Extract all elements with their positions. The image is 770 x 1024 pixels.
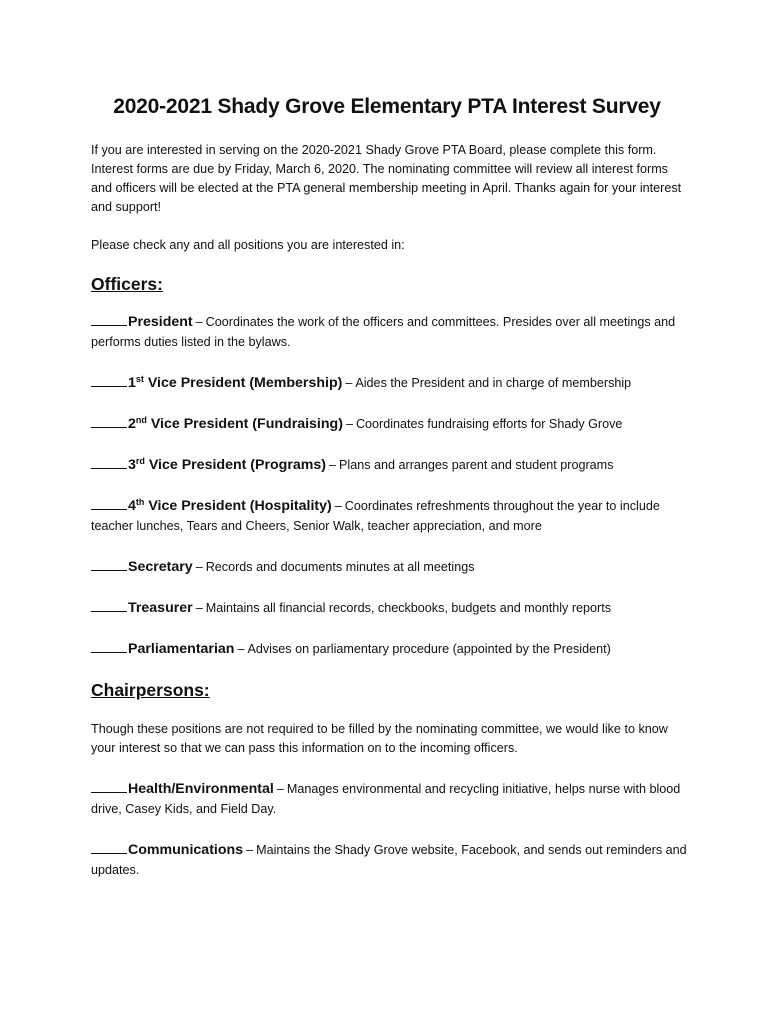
intro-paragraph: If you are interested in serving on the 2020-2021 Shady Grove PTA Board, please complete this form. Interest forms are due by Friday, March 6, 2020. The nominating committee will review all interest forms and officers will be elected at the PTA general membership meeting in April. Thanks again for your interest and support! (91, 143, 682, 214)
checkbox-blank-line[interactable] (91, 374, 127, 387)
separator-dash: – (328, 458, 336, 472)
chairpersons-note: Though these positions are not required to be filled by the nominating committee, we would like to know your interest so that we can pass this information on to the incoming officers. (91, 722, 668, 755)
position-title (128, 498, 332, 514)
position-title (128, 375, 342, 391)
ordinal-suffix: st (135, 374, 144, 384)
position-name: Health/Environmental (128, 781, 274, 797)
separator-dash: – (195, 560, 203, 574)
checkbox-blank-line[interactable] (91, 558, 127, 571)
separator-dash: – (345, 417, 353, 431)
position-description: Coordinates fundraising efforts for Shady Grove (355, 417, 623, 431)
position-description: Coordinates refreshments throughout the year to include teacher lunches, Tears and Cheers, Senior Walk, teacher appreciation, and more (91, 499, 660, 533)
checkbox-blank-line[interactable] (91, 456, 127, 469)
position-item-1st-vice-president-membership (91, 373, 691, 393)
survey-page (91, 95, 691, 901)
position-title (128, 559, 193, 575)
position-item-3rd-vice-president-programs (91, 455, 691, 475)
separator-dash: – (276, 782, 284, 796)
document-title: 2020-2021 Shady Grove Elementary PTA Interest Survey (113, 95, 661, 118)
position-item-president (91, 312, 691, 352)
position-description: Manages environmental and recycling initiative, helps nurse with blood drive, Casey Kids, and Field Day. (91, 782, 681, 816)
position-name: Parliamentarian (128, 641, 235, 657)
position-title (128, 314, 193, 330)
separator-dash: – (195, 315, 203, 329)
position-name: Vice President (Fundraising) (146, 416, 343, 432)
officers-heading: Officers: (91, 274, 163, 294)
ordinal-suffix: th (135, 497, 145, 507)
position-title (128, 600, 193, 616)
position-name: President (128, 314, 193, 330)
position-title (128, 641, 234, 657)
position-item-2nd-vice-president-fundraising (91, 414, 691, 434)
position-description: Advises on parliamentary procedure (appointed by the President) (247, 642, 611, 656)
position-item-treasurer (91, 598, 691, 618)
position-ordinal: 4 (128, 498, 136, 514)
checkbox-blank-line[interactable] (91, 841, 127, 854)
chairpersons-heading: Chairpersons: (91, 680, 210, 700)
checkbox-blank-line[interactable] (91, 497, 127, 510)
position-description: Aides the President and in charge of membership (355, 376, 632, 390)
chairpersons-list (91, 779, 691, 880)
position-description: Records and documents minutes at all meetings (205, 560, 475, 574)
position-description: Maintains all financial records, checkbooks, budgets and monthly reports (205, 601, 612, 615)
position-item-secretary (91, 557, 691, 577)
checkbox-blank-line[interactable] (91, 313, 127, 326)
separator-dash: – (345, 376, 353, 390)
position-description: Coordinates the work of the officers and committees. Presides over all meetings and performs duties listed in the bylaws. (91, 315, 676, 349)
officers-list (91, 312, 691, 659)
position-title (128, 842, 243, 858)
separator-dash: – (334, 499, 342, 513)
position-ordinal: 2 (128, 416, 136, 432)
position-item-4th-vice-president-hospitality (91, 496, 691, 536)
position-item-health-environmental (91, 779, 691, 819)
position-name: Vice President (Hospitality) (144, 498, 332, 514)
position-name: Treasurer (128, 600, 193, 616)
separator-dash: – (246, 843, 254, 857)
position-name: Secretary (128, 559, 193, 575)
ordinal-suffix: nd (135, 415, 147, 425)
position-item-parliamentarian (91, 639, 691, 659)
position-description: Maintains the Shady Grove website, Facebook, and sends out reminders and updates. (91, 843, 687, 877)
separator-dash: – (195, 601, 203, 615)
ordinal-suffix: rd (135, 456, 145, 466)
instruction-text: Please check any and all positions you are interested in: (91, 238, 405, 252)
position-name: Vice President (Membership) (143, 375, 343, 391)
separator-dash: – (237, 642, 245, 656)
position-title (128, 457, 326, 473)
checkbox-blank-line[interactable] (91, 599, 127, 612)
position-title (128, 781, 274, 797)
checkbox-blank-line[interactable] (91, 640, 127, 653)
checkbox-blank-line[interactable] (91, 415, 127, 428)
position-name: Communications (128, 842, 244, 858)
position-description: Plans and arranges parent and student programs (339, 458, 614, 472)
checkbox-blank-line[interactable] (91, 780, 127, 793)
position-item-communications (91, 840, 691, 880)
position-title (128, 416, 343, 432)
position-ordinal: 1 (128, 375, 136, 391)
position-ordinal: 3 (128, 457, 136, 473)
position-name: Vice President (Programs) (144, 457, 326, 473)
